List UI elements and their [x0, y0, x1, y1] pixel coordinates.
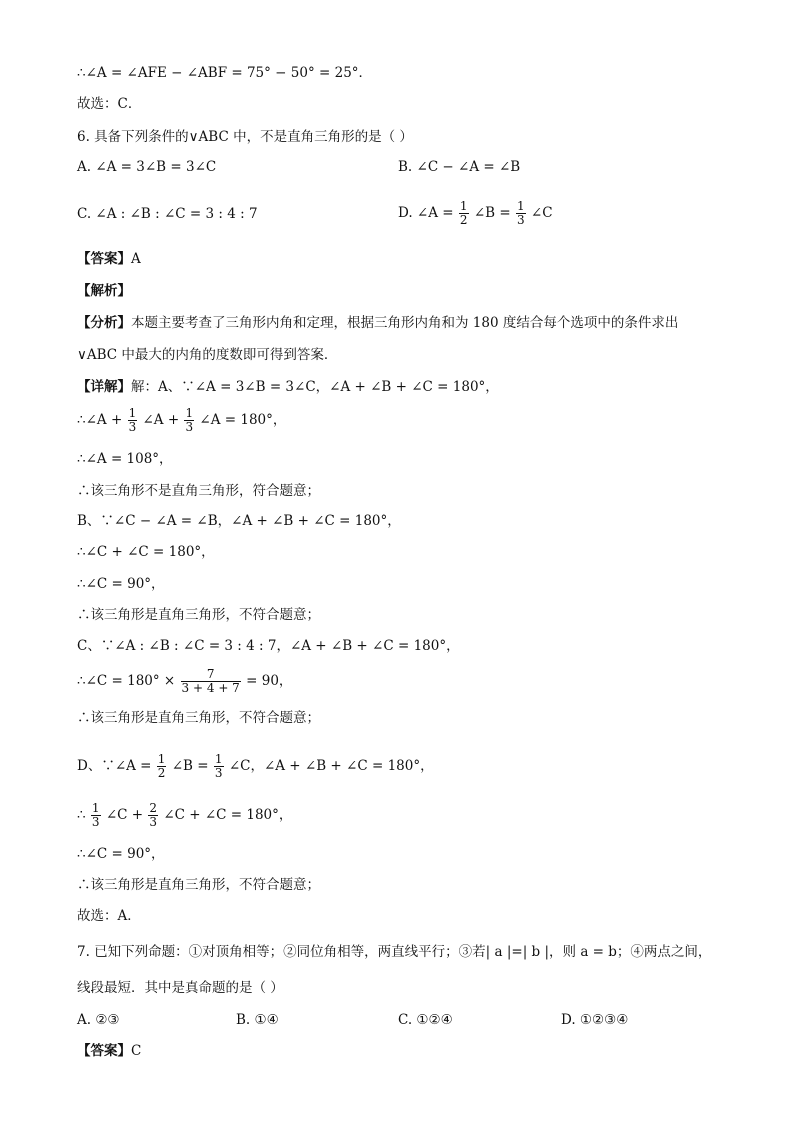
xiangjie-tag: 【详解】	[77, 379, 131, 395]
fraction-denominator: 3	[149, 815, 158, 829]
detail-d-eq-lead: ∴	[77, 807, 86, 823]
q6-final-choice: 故选：A．	[77, 908, 141, 924]
detail-a-eq-tail: ∠A = 180°，	[199, 412, 287, 428]
detail-a-equation	[77, 402, 286, 438]
fenxi-tag: 【分析】	[77, 315, 131, 331]
fraction-numerator: 1	[459, 199, 468, 213]
detail-c-condition: C、∵∠A : ∠B : ∠C = 3 : 4 : 7，∠A + ∠B + ∠C = 180°，	[77, 638, 460, 654]
answer-value: A	[131, 251, 141, 267]
fraction-denominator: 3 + 4 + 7	[181, 681, 240, 695]
fraction-two-thirds	[148, 802, 158, 829]
question-7-stem-2: 线段最短．其中是真命题的是（ ）	[77, 980, 284, 996]
fraction-third	[214, 753, 224, 780]
fraction-numerator: 7	[206, 667, 215, 681]
detail-d-result: ∴∠C = 90°，	[77, 846, 165, 862]
detail-d-conclusion: ∴该三角形是直角三角形，不符合题意；	[77, 877, 320, 893]
fraction-denominator: 3	[128, 420, 137, 434]
fraction-numerator: 1	[185, 406, 194, 420]
detail-c-conclusion: ∴该三角形是直角三角形，不符合题意；	[77, 710, 320, 726]
q6-answer	[77, 250, 141, 268]
q6-option-a: A. ∠A = 3∠B = 3∠C	[77, 159, 217, 175]
q7-answer	[77, 1042, 141, 1060]
detail-c-equation	[77, 663, 292, 699]
q7-option-c: C. ①②④	[398, 1012, 453, 1028]
q6-option-b: B. ∠C − ∠A = ∠B	[398, 159, 521, 175]
q6-option-d-lead: D. ∠A =	[398, 205, 454, 221]
fraction-seven-over-sum	[181, 668, 241, 695]
q6-option-d-tail: ∠C	[530, 205, 553, 221]
detail-d-eq-middle: ∠C +	[105, 807, 144, 823]
q6-option-d	[398, 195, 553, 231]
fraction-denominator: 3	[91, 815, 100, 829]
q6-analysis-heading	[77, 282, 131, 300]
detail-d-condition	[77, 748, 434, 784]
detail-b-result: ∴∠C = 90°，	[77, 576, 165, 592]
prev-answer-choice: 故选：C．	[77, 96, 142, 112]
fraction-numerator: 1	[214, 752, 223, 766]
question-6-stem: 6. 具备下列条件的∨ABC 中，不是直角三角形的是（ ）	[77, 129, 413, 145]
fraction-numerator: 1	[516, 199, 525, 213]
q6-option-d-middle: ∠B =	[473, 205, 511, 221]
detail-d-middle: ∠B =	[171, 758, 209, 774]
fraction-denominator: 3	[516, 213, 525, 227]
answer-tag: 【答案】	[77, 1043, 131, 1059]
fraction-denominator: 3	[185, 420, 194, 434]
q7-option-d: D. ①②③④	[561, 1012, 629, 1028]
fraction-numerator: 1	[91, 801, 100, 815]
detail-c-eq-lead: ∴∠C = 180° ×	[77, 673, 176, 689]
fraction-third	[516, 200, 526, 227]
detail-b-conclusion: ∴该三角形是直角三角形，不符合题意；	[77, 607, 320, 623]
analysis-tag: 【解析】	[77, 283, 131, 299]
fraction-third	[91, 802, 101, 829]
answer-value: C	[131, 1043, 142, 1059]
detail-c-eq-tail: = 90，	[246, 673, 293, 689]
prev-solution-line: ∴∠A = ∠AFE − ∠ABF = 75° − 50° = 25°．	[77, 65, 373, 81]
fraction-half	[157, 753, 167, 780]
detail-d-eq-tail: ∠C + ∠C = 180°，	[163, 807, 293, 823]
fraction-numerator: 1	[157, 752, 166, 766]
answer-tag: 【答案】	[77, 251, 131, 267]
fraction-third	[184, 407, 194, 434]
detail-a-condition	[77, 378, 499, 396]
detail-b-condition: B、∵∠C − ∠A = ∠B，∠A + ∠B + ∠C = 180°，	[77, 513, 401, 529]
q7-option-b: B. ①④	[236, 1012, 279, 1028]
detail-a-conclusion: ∴该三角形不是直角三角形，符合题意；	[77, 483, 320, 499]
q6-analysis-text-1	[77, 314, 678, 332]
fraction-numerator: 2	[149, 801, 158, 815]
detail-b-step: ∴∠C + ∠C = 180°，	[77, 544, 215, 560]
q7-option-a: A. ②③	[77, 1012, 120, 1028]
detail-a-result: ∴∠A = 108°，	[77, 451, 173, 467]
fraction-third	[128, 407, 138, 434]
fraction-denominator: 2	[157, 766, 166, 780]
detail-a-eq-middle: ∠A +	[142, 412, 180, 428]
fraction-numerator: 1	[128, 406, 137, 420]
fenxi-text: 本题主要考查了三角形内角和定理，根据三角形内角和为 180 度结合每个选项中的条件求出	[131, 315, 679, 331]
q6-analysis-text-2: ∨ABC 中最大的内角的度数即可得到答案．	[77, 347, 338, 363]
detail-d-equation	[77, 797, 292, 833]
detail-a-text: 解：A、∵∠A = 3∠B = 3∠C，∠A + ∠B + ∠C = 180°，	[131, 379, 499, 395]
fraction-denominator: 2	[459, 213, 468, 227]
question-7-stem-1: 7. 已知下列命题：①对顶角相等；②同位角相等，两直线平行；③若| a |=| b |，则 a = b；④两点之间，	[77, 944, 712, 960]
fraction-denominator: 3	[214, 766, 223, 780]
detail-d-tail: ∠C，∠A + ∠B + ∠C = 180°，	[228, 758, 434, 774]
fraction-half	[459, 200, 469, 227]
detail-a-eq-lead: ∴∠A +	[77, 412, 123, 428]
q6-option-c: C. ∠A : ∠B : ∠C = 3 : 4 : 7	[77, 206, 258, 222]
detail-d-lead: D、∵∠A =	[77, 758, 152, 774]
